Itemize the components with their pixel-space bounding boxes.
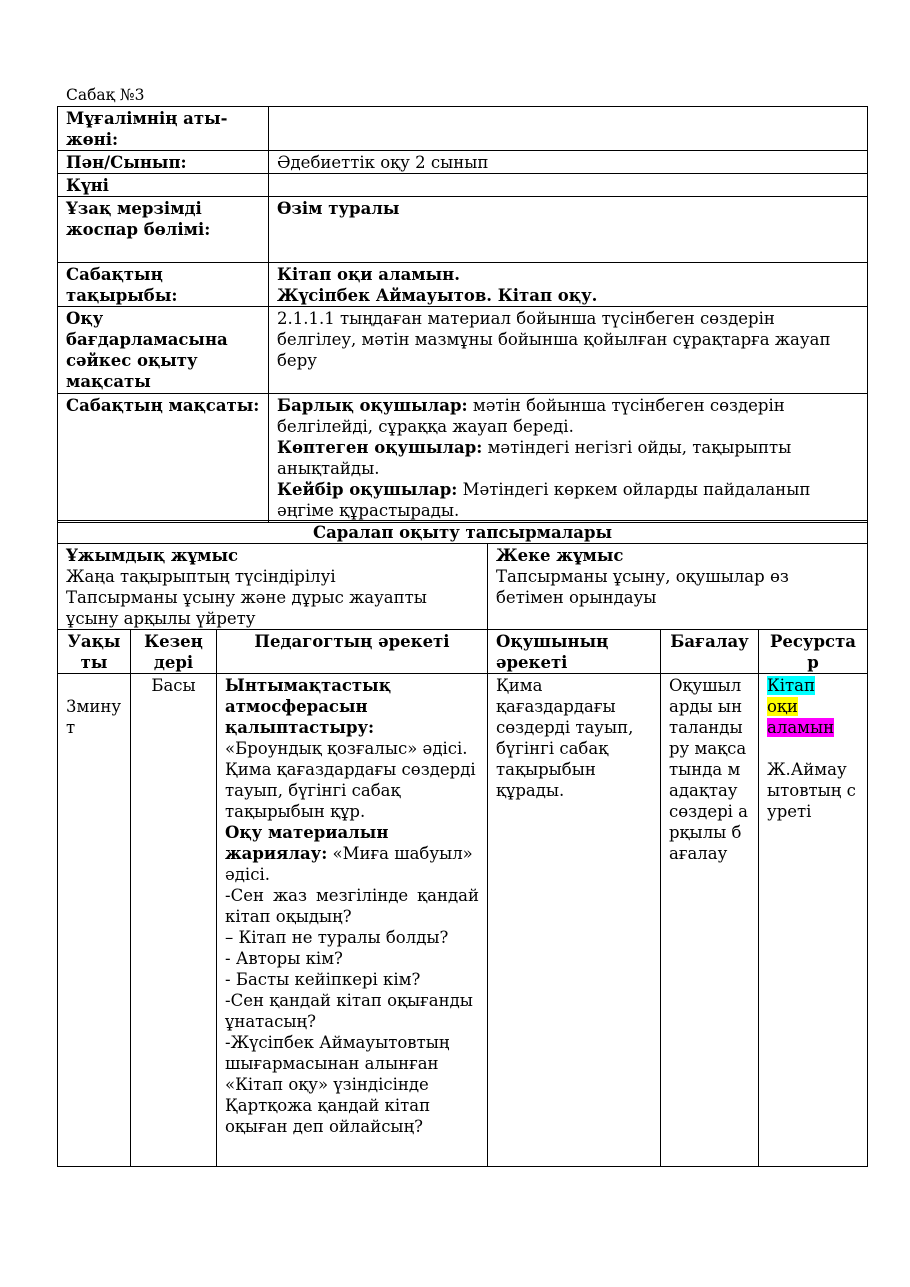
- group-work-title: Ұжымдық жұмыс: [66, 546, 239, 565]
- work-types-row: [58, 544, 868, 630]
- group-work-line-1: Жаңа тақырыптың түсіндірілуі: [66, 567, 336, 586]
- header-student-action: Оқушының әрекеті: [488, 630, 661, 674]
- teacher-title-1: Ынтымақтастық атмосферасын қалыптастыру:: [225, 676, 391, 737]
- resource-word-2: оқи: [767, 697, 798, 716]
- time-cell: 3минут: [58, 674, 131, 1167]
- resource-word-1: Кітап: [767, 676, 816, 695]
- goal-some-text: Мәтіндегі көркем ойларды пайдаланып әңгіме құрастырады.: [277, 480, 811, 520]
- lesson-goals-row: [58, 394, 868, 523]
- subject-label: Пән/Сынып:: [58, 151, 269, 174]
- teacher-value: [269, 107, 868, 151]
- plan-header-row: [58, 630, 868, 674]
- question-5: -Сен қандай кітап оқығанды ұнатасың?: [225, 991, 473, 1031]
- header-assessment: Бағалау: [661, 630, 759, 674]
- teacher-part-2: [225, 822, 479, 885]
- goal-some-label: Кейбір оқушылар:: [277, 480, 458, 499]
- day-value: [269, 174, 868, 197]
- question-2: – Кітап не туралы болды?: [225, 928, 449, 947]
- resource-book-title: [767, 675, 859, 738]
- subject-value: Әдебиеттік оқу 2 сынып: [269, 151, 868, 174]
- resource-word-3: аламын: [767, 718, 835, 737]
- individual-work-text: Тапсырманы ұсыну, оқушылар өз бетімен орындауы: [496, 567, 789, 607]
- goal-some: [277, 479, 859, 521]
- topic-line-2: Жүсіпбек Аймауытов. Кітап оқу.: [277, 286, 598, 305]
- teacher-method-1: «Броундық қозғалыс» әдісі.: [225, 739, 468, 758]
- goal-all-label: Барлық оқушылар:: [277, 396, 468, 415]
- teacher-label: Мұғалімнің аты-жөні:: [58, 107, 269, 151]
- day-row: [58, 174, 868, 197]
- goal-all: [277, 395, 859, 437]
- header-stage: Кезеңдері: [131, 630, 217, 674]
- topic-label: Сабақтың тақырыбы:: [58, 263, 269, 307]
- question-6: -Жүсіпбек Аймауытовтың шығармасынан алынған «Кітап оқу» үзіндісінде Қартқожа қандай кітап оқыған деп ойлайсың?: [225, 1033, 450, 1136]
- plan-row-beginning: [58, 674, 868, 1167]
- resources-cell: [759, 674, 868, 1167]
- teacher-task-1: Қима қағаздардағы сөздерді тауып, бүгінгі сабақ тақырыбын құр.: [225, 760, 476, 821]
- header-teacher-action: Педагогтың әрекеті: [217, 630, 488, 674]
- group-work-line-2: Тапсырманы ұсыну және дұрыс жауапты ұсыну арқылы үйрету: [66, 588, 427, 628]
- individual-work-title: Жеке жұмыс: [496, 546, 624, 565]
- teacher-row: [58, 107, 868, 151]
- individual-work-cell: [488, 544, 868, 630]
- lesson-number: Сабақ №3: [66, 86, 145, 104]
- teacher-action-cell: [217, 674, 488, 1167]
- stage-cell: Басы: [131, 674, 217, 1167]
- goal-all-text: мәтін бойынша түсінбеген сөздерін белгілейді, сұраққа жауап береді.: [277, 396, 785, 436]
- plan-section-value: Өзім туралы: [269, 197, 868, 263]
- topic-row: [58, 263, 868, 307]
- plan-section-row: [58, 197, 868, 263]
- goal-many-label: Көптеген оқушылар:: [277, 438, 483, 457]
- lesson-plan-table: [57, 629, 868, 1167]
- topic-value: [269, 263, 868, 307]
- plan-section-label: Ұзақ мерзімді жоспар бөлімі:: [58, 197, 269, 263]
- differentiation-header: Саралап оқыту тапсырмалары: [58, 521, 868, 544]
- goal-many-text: мәтіндегі негізгі ойды, тақырыпты анықтайды.: [277, 438, 792, 478]
- student-action-cell: Қима қағаздардағы сөздерді тауып, бүгінгі сабақ тақырыбын құрады.: [488, 674, 661, 1167]
- assessment-cell: Оқушыларды ынталандыру мақсатында мадақтау сөздері арқылы бағалау: [661, 674, 759, 1167]
- teacher-method-2: «Миға шабуыл» әдісі.: [225, 844, 473, 884]
- question-3: - Авторы кім?: [225, 949, 343, 968]
- resource-portrait: Ж.Аймауытовтың суреті: [767, 760, 856, 821]
- program-goal-value: 2.1.1.1 тыңдаған материал бойынша түсінбеген сөздерін белгілеу, мәтін мазмұны бойынша қойылған сұрақтарға жауап беру: [269, 307, 868, 394]
- topic-line-1: Кітап оқи аламын.: [277, 265, 460, 284]
- program-goal-label: Оқу бағдарламасына сәйкес оқыту мақсаты: [58, 307, 269, 394]
- lesson-goals-value: [269, 394, 868, 523]
- question-4: - Басты кейіпкері кім?: [225, 970, 421, 989]
- question-1: -Сен жаз мезгілінде қандай кітап оқыдың?: [225, 886, 479, 926]
- group-work-cell: [58, 544, 488, 630]
- lesson-goals-label: Сабақтың мақсаты:: [58, 394, 269, 523]
- program-goal-row: [58, 307, 868, 394]
- goal-many: [277, 437, 859, 479]
- differentiation-header-row: [58, 521, 868, 544]
- header-time: Уақыты: [58, 630, 131, 674]
- teacher-title-2: Оқу материалын жариялау:: [225, 823, 389, 863]
- differentiation-table: [57, 520, 868, 630]
- header-resources: Ресурстар: [759, 630, 868, 674]
- subject-row: [58, 151, 868, 174]
- day-label: Күні: [58, 174, 269, 197]
- lesson-info-table: [57, 106, 868, 523]
